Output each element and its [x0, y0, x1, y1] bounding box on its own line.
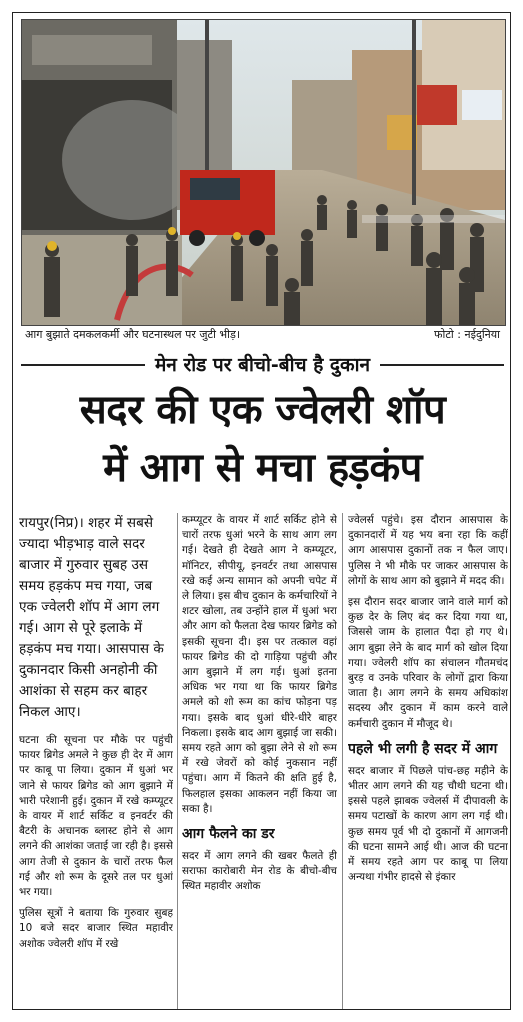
kicker: मेन रोड पर बीचो-बीच है दुकान — [145, 354, 380, 376]
column-divider — [342, 513, 343, 1009]
body-paragraph: पुलिस सूत्रों ने बताया कि गुरुवार सुबह 10 बजे सदर बाजार स्थित महावीर अशोक ज्वेलरी शॉप में रखे — [19, 907, 173, 950]
subheading: आग फैलने का डर — [182, 826, 275, 843]
news-photo — [21, 19, 506, 326]
article-columns — [19, 513, 508, 1009]
headline-line-1: सदर की एक ज्वेलरी शॉप — [79, 387, 446, 433]
column-2 — [182, 513, 337, 1009]
photo-caption: आग बुझाते दमकलकर्मी और घटनास्थल पर जुटी भीड़। — [25, 328, 241, 341]
body-paragraph: ज्वेलर्स पहुंचे। इस दौरान आसपास के दुकानदारों में यह भय बना रहा कि कहीं आग आसपास दुकानों तक न फैल जाए। पुलिस ने भी मौके पर जाकर आसपास के लोगों के साथ आग को बुझाने में मदद की। — [348, 514, 508, 587]
body-paragraph: इस दौरान सदर बाजार जाने वाले मार्ग को कुछ देर के लिए बंद कर दिया गया था, जिससे जाम के हालात पैदा हो गए थे। आग बुझा लेने के बाद मार्ग को खोल दिया गया। ज्वेलरी शॉप का संचालन गौतमचंद बुरड़ व उनके परिवार के लोगों द्वारा किया जाता है। आग लगने के समय अधिकांश सदस्य और दुकान में काम करने वाले कर्मचारी दुकान में मौजूद थे। — [348, 596, 508, 730]
body-paragraph: सदर में आग लगने की खबर फैलते ही सराफा कारोबारी मेन रोड के बीचो-बीच स्थित महावीर अशोक — [182, 850, 337, 893]
body-paragraph: कम्प्यूटर के वायर में शार्ट सर्किट होने से चारों तरफ धुआं भरने के साथ आग लग गई। देखते ही देखते आग ने कम्प्यूटर, मॉनिटर, सीपीयू, इनवर्टर तथा आसपास रखे कई अन्य सामान को अपनी चपेट में ले लिया। इस बीच दुकान के कर्मचारियों ने शटर खोला, तब उन्होंने हाल में धुआं भरा और आग को फैलता देख फायर ब्रिगेड को इसकी सूचना दी। इस पर तत्काल वहां फायर ब्रिगेड की दो गाड़िया पहुंची और आग बुझाने में लग गई। धुआं इतना अधिक भर गया था कि फायर ब्रिगेड अमले को शो रूम का कांच फोड़ना पड़ गया। इसके बाद धुआं धीरे-धीरे बाहर निकला। इसके बाद आग बुझाई जा सकी। समय रहते आग को बुझा लेने से शो रूम में रखे जेवरों को कोई नुकसान नहीं पहुंचा। आग में कितने की क्षति हुई है, फिलहाल इसका आकलन नहीं किया जा सका है। — [182, 514, 337, 815]
body-paragraph: सदर बाजार में पिछले पांच-छह महीने के भीतर आग लगने की यह चौथी घटना थी। इससे पहले झाबक ज्वेलर्स में दीपावली के समय पटाखों के कारण आग लग गई थी। कुछ समय पूर्व भी दो दुकानों में आगजनी की घटना सामने आई थी। आज की घटना में समय रहते आग पर काबू पा लिया अन्यथा गंभीर हादसे से इंकार — [348, 764, 508, 884]
subheading: पहले भी लगी है सदर में आग — [348, 740, 498, 757]
headline-line-2: में आग से मचा हड़कंप — [103, 445, 422, 491]
kicker-block — [13, 349, 511, 381]
column-1 — [19, 513, 173, 1009]
lead-paragraph: रायपुर(निप्र)। शहर में सबसे ज्यादा भीड़भाड़ वाले सदर बाजार में गुरुवार सुबह उस समय हड़कंप मच गया, जब एक ज्वेलरी शॉप में आग लग गई। आग से पूरे इलाके में हड़कंप मच गया। आसपास के दुकानदार किसी अनहोनी की आशंका से सहम कर बाहर निकल आए। — [19, 515, 164, 720]
column-3 — [348, 513, 508, 1009]
headline — [13, 381, 511, 497]
newspaper-clipping — [12, 12, 511, 1010]
column-divider — [177, 513, 178, 1009]
photo-caption-bar — [21, 327, 504, 343]
photo-credit: फोटो : नईदुनिया — [434, 328, 500, 341]
body-paragraph: घटना की सूचना पर मौके पर पहुंची फायर ब्रिगेड अमले ने कुछ ही देर में आग पर काबू पा लिया। दुकान में धुआं भर जाने से फायर ब्रिगेड को आग बुझाने में भारी परेशानी हुई। दुकान में रखे कम्प्यूटर के वायर में शार्ट सर्किट व इनवर्टर की बैटरी के अचानक ब्लास्ट होने से आग लगने की आशंका जताई जा रही है। इससे आग तेजी से दुकान के चारों तरफ फैल गई और शो रूम के दूसरे तल पर धुआं भर गया। — [19, 734, 173, 899]
